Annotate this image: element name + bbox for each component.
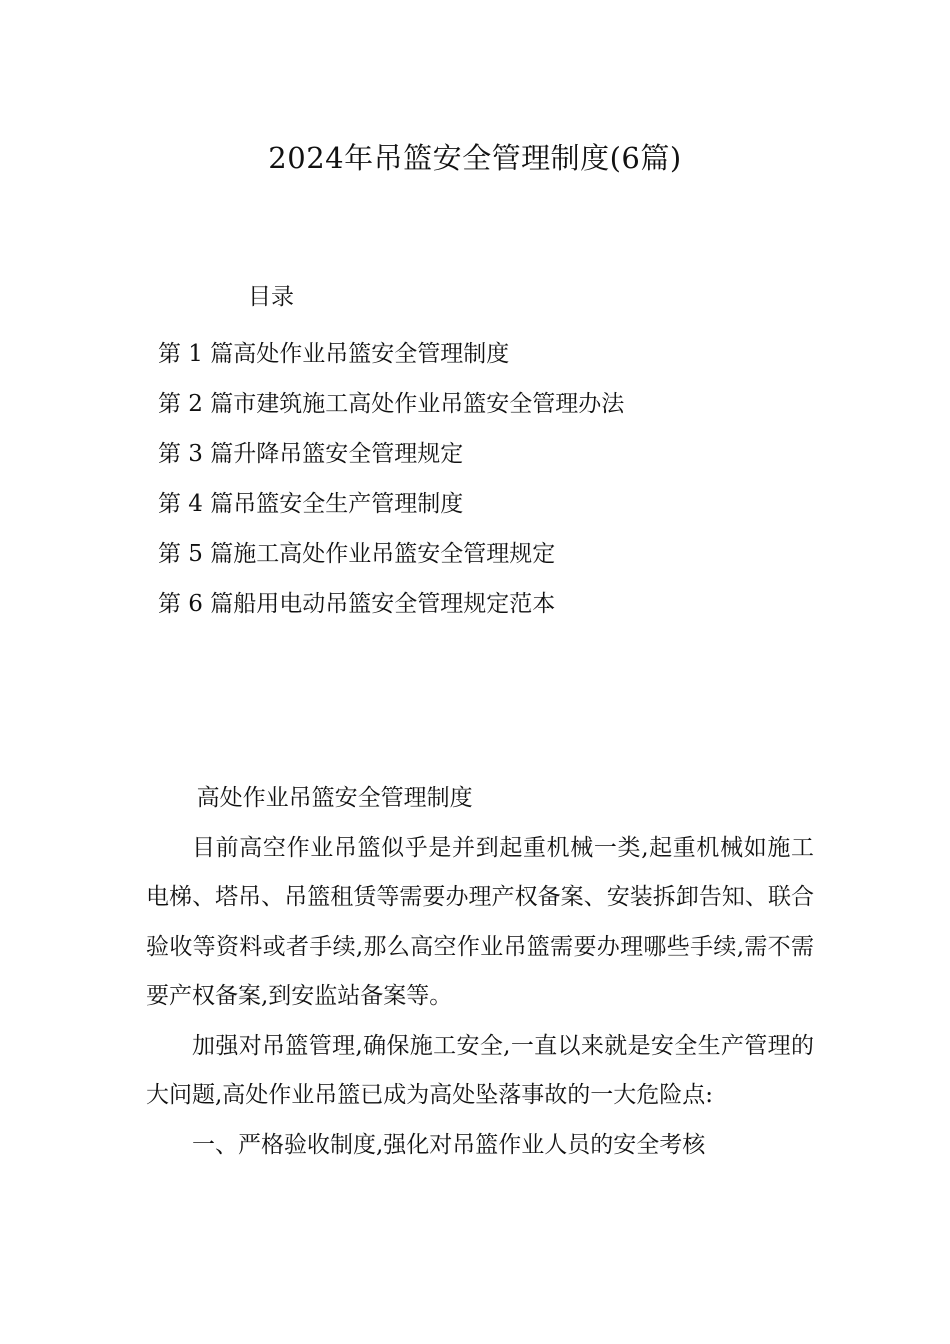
toc-heading: 目录	[248, 284, 294, 310]
body-paragraph-3: 一、严格验收制度,强化对吊篮作业人员的安全考核	[192, 1131, 706, 1158]
document-title: 2024年吊篮安全管理制度(6篇)	[268, 141, 682, 175]
body-paragraph-1: 目前高空作业吊篮似乎是并到起重机械一类,起重机械如施工电梯、塔吊、吊篮租赁等需要办理产权备案、安装拆卸告知、联合验收等资料或者手续,那么高空作业吊篮需要办理哪些手续,需不需要产权备案,到安监站备案等。	[146, 834, 814, 1009]
body-paragraph-2: 加强对吊篮管理,确保施工安全,一直以来就是安全生产管理的大问题,高处作业吊篮已成为高处坠落事故的一大危险点:	[146, 1032, 814, 1108]
toc-item-6[interactable]: 第 6 篇船用电动吊篮安全管理规定范本	[158, 591, 556, 617]
table-of-contents	[158, 329, 624, 629]
toc-item-4[interactable]: 第 4 篇吊篮安全生产管理制度	[158, 491, 464, 517]
toc-item-3[interactable]: 第 3 篇升降吊篮安全管理规定	[158, 441, 464, 467]
document-body	[146, 774, 814, 1170]
toc-item-2[interactable]: 第 2 篇市建筑施工高处作业吊篮安全管理办法	[158, 391, 625, 417]
section-title: 高处作业吊篮安全管理制度	[196, 785, 473, 811]
toc-item-5[interactable]: 第 5 篇施工高处作业吊篮安全管理规定	[158, 541, 556, 567]
toc-item-1[interactable]: 第 1 篇高处作业吊篮安全管理制度	[158, 341, 510, 367]
